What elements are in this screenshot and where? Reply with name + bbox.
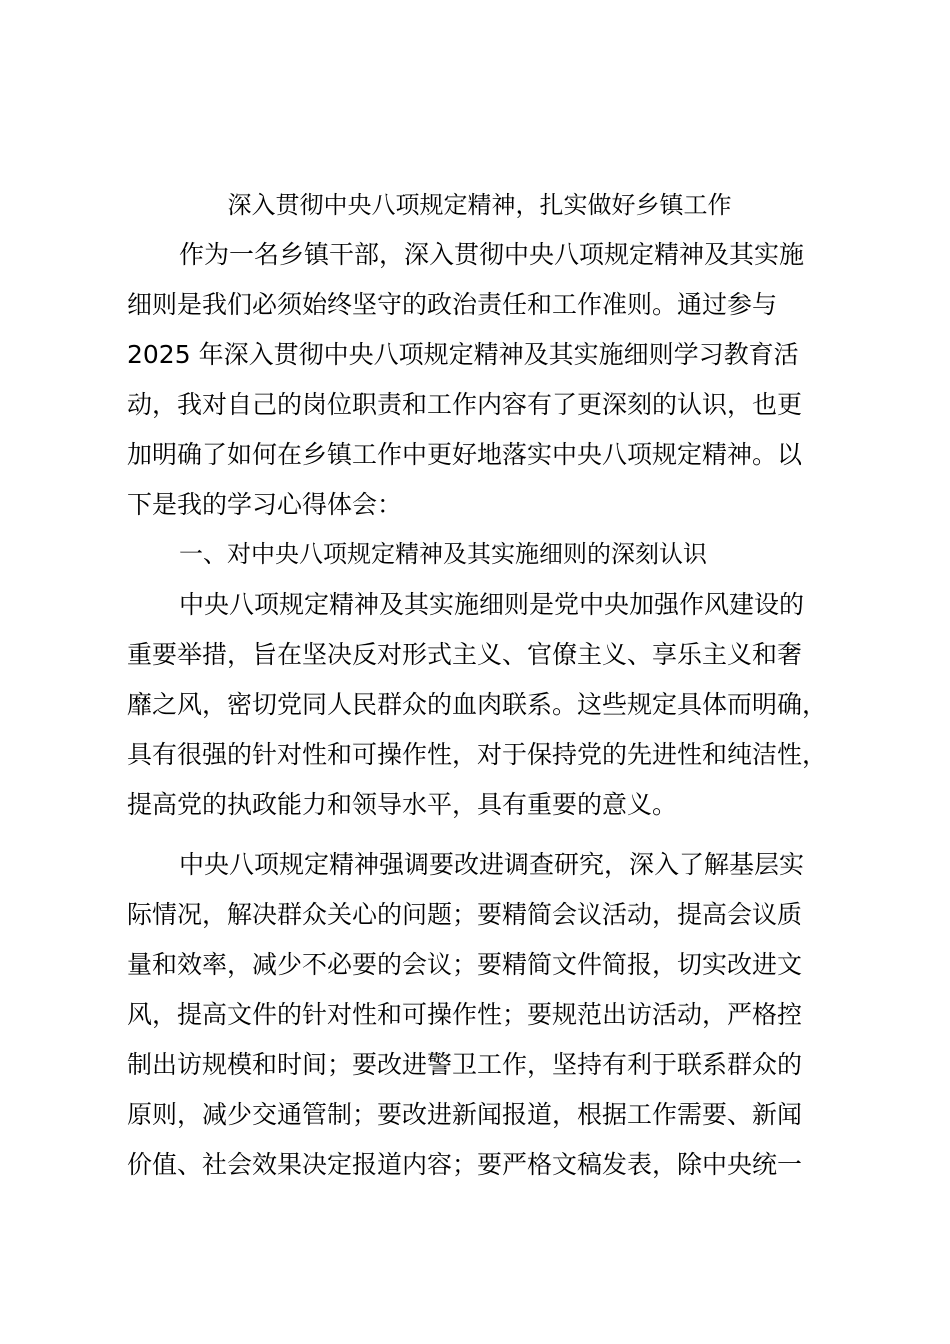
paragraph-line: 下是我的学习心得体会：	[127, 490, 403, 519]
paragraph-line: 中央八项规定精神强调要改进调查研究，深入了解基层实	[179, 850, 805, 879]
document-body	[127, 236, 857, 1196]
paragraph-line: 风，提高文件的针对性和可操作性；要规范出访活动，严格控	[127, 1000, 803, 1029]
paragraph-line: 原则，减少交通管制；要改进新闻报道，根据工作需要、新闻	[127, 1100, 803, 1129]
paragraph-line: 价值、社会效果决定报道内容；要严格文稿发表，除中央统一	[127, 1150, 803, 1179]
paragraph-line: 细则是我们必须始终坚守的政治责任和工作准则。通过参与	[127, 290, 778, 319]
paragraph-line: 际情况，解决群众关心的问题；要精简会议活动，提高会议质	[127, 900, 803, 929]
paragraph-line: 靡之风，密切党同人民群众的血肉联系。这些规定具体而明确，	[127, 690, 828, 719]
document-title: 深入贯彻中央八项规定精神，扎实做好乡镇工作	[227, 191, 732, 219]
paragraph-line: 量和效率，减少不必要的会议；要精简文件简报，切实改进文	[127, 950, 803, 979]
paragraph-line: 动，我对自己的岗位职责和工作内容有了更深刻的认识，也更	[127, 390, 803, 419]
paragraph-line: 制出访规模和时间；要改进警卫工作，坚持有利于联系群众的	[127, 1050, 803, 1079]
paragraph-line: 中央八项规定精神及其实施细则是党中央加强作风建设的	[179, 590, 805, 619]
paragraph-line: 重要举措，旨在坚决反对形式主义、官僚主义、享乐主义和奢	[127, 640, 803, 669]
section-heading: 一、对中央八项规定精神及其实施细则的深刻认识	[179, 540, 707, 568]
paragraph-line: 具有很强的针对性和可操作性，对于保持党的先进性和纯洁性，	[127, 740, 828, 769]
paragraph-line: 提高党的执政能力和领导水平，具有重要的意义。	[127, 790, 678, 819]
paragraph-line: 作为一名乡镇干部，深入贯彻中央八项规定精神及其实施	[179, 240, 805, 269]
paragraph-line: 2025 年深入贯彻中央八项规定精神及其实施细则学习教育活	[127, 340, 799, 369]
paragraph-line: 加明确了如何在乡镇工作中更好地落实中央八项规定精神。以	[127, 440, 803, 469]
